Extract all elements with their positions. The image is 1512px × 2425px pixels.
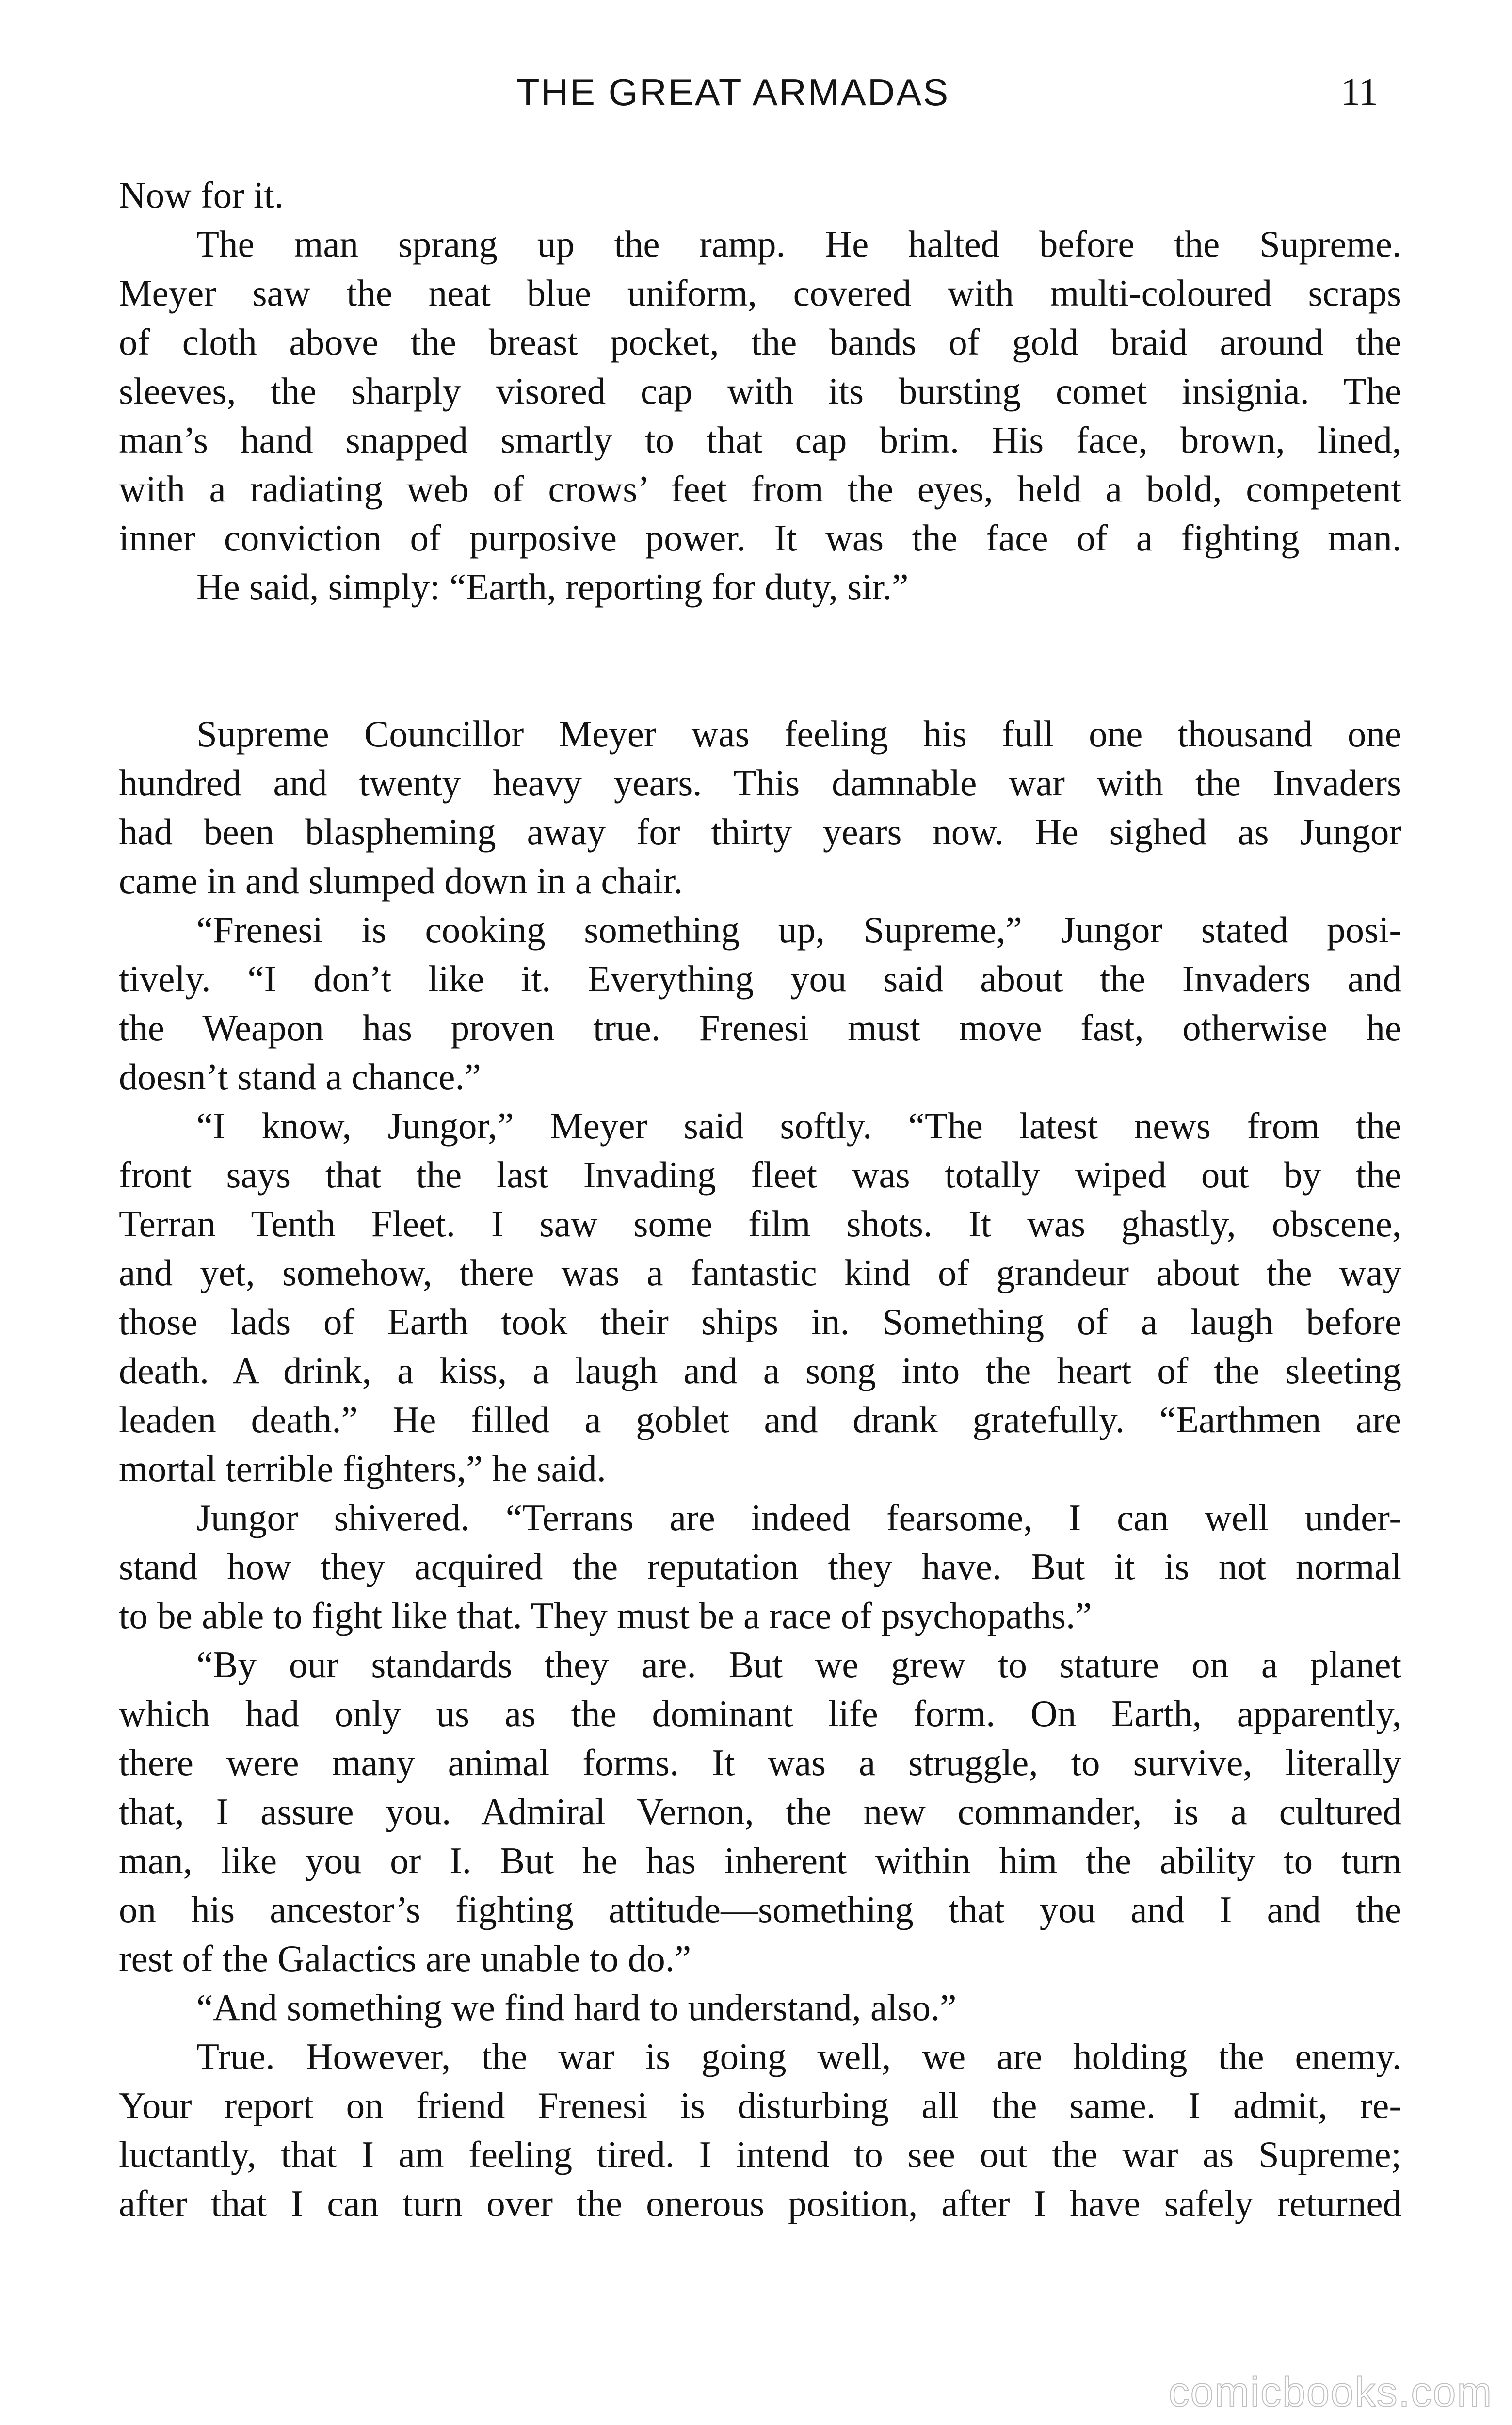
text-line: doesn’t stand a chance.” [119,1056,481,1098]
text-line: Your report on friend Frenesi is disturbing all the same. I admit, re- [119,2085,1401,2126]
text-line: Terran Tenth Fleet. I saw some film shots. It was ghastly, obscene, [119,1203,1401,1245]
watermark: comicbooks.com [1168,2369,1493,2415]
text-line: of cloth above the breast pocket, the bands of gold braid around the [119,321,1401,363]
text-line: front says that the last Invading fleet was totally wiped out by the [119,1154,1401,1196]
text-line: He said, simply: “Earth, reporting for duty, sir.” [196,566,909,608]
body-text [119,171,1401,2228]
text-line: “Frenesi is cooking something up, Supreme,” Jungor stated posi- [196,909,1401,951]
page-number: 11 [1341,71,1379,113]
text-line: death. A drink, a kiss, a laugh and a song into the heart of the sleeting [119,1350,1401,1391]
text-line: there were many animal forms. It was a struggle, to survive, literally [119,1742,1401,1783]
section-break [119,612,1401,710]
text-line: mortal terrible fighters,” he said. [119,1448,606,1489]
text-line: the Weapon has proven true. Frenesi must move fast, otherwise he [119,1007,1401,1049]
text-line: Now for it. [119,174,284,216]
text-line: tively. “I don’t like it. Everything you said about the Invaders and [119,958,1401,1000]
text-line: inner conviction of purposive power. It was the face of a fighting man. [119,517,1401,559]
text-line: man, like you or I. But he has inherent within him the ability to turn [119,1840,1401,1881]
text-line: The man sprang up the ramp. He halted before the Supreme. [196,223,1401,265]
text-line: rest of the Galactics are unable to do.” [119,1938,692,1979]
text-line: Meyer saw the neat blue uniform, covered with multi-coloured scraps [119,272,1401,314]
text-line: sleeves, the sharply visored cap with its bursting comet insignia. The [119,370,1401,412]
text-line: after that I can turn over the onerous position, after I have safely returned [119,2182,1401,2224]
text-line: had been blaspheming away for thirty years now. He sighed as Jungor [119,811,1401,853]
text-line: “And something we find hard to understand, also.” [196,1987,957,2028]
text-line: and yet, somehow, there was a fantastic kind of grandeur about the way [119,1252,1401,1293]
text-line: man’s hand snapped smartly to that cap brim. His face, brown, lined, [119,419,1401,461]
text-line: “By our standards they are. But we grew to stature on a planet [196,1644,1401,1685]
text-line: those lads of Earth took their ships in. Something of a laugh before [119,1301,1401,1342]
text-line: came in and slumped down in a chair. [119,860,683,902]
running-title: THE GREAT ARMADAS [516,71,950,113]
text-line: leaden death.” He filled a goblet and drank gratefully. “Earthmen are [119,1399,1401,1440]
running-head [0,65,1512,129]
text-line: hundred and twenty heavy years. This damnable war with the Invaders [119,762,1401,804]
text-line: to be able to fight like that. They must be a race of psychopaths.” [119,1595,1092,1636]
text-line: stand how they acquired the reputation they have. But it is not normal [119,1546,1401,1587]
text-line: on his ancestor’s fighting attitude—something that you and I and the [119,1889,1401,1930]
text-line: Supreme Councillor Meyer was feeling his full one thousand one [196,713,1401,755]
text-line: “I know, Jungor,” Meyer said softly. “The latest news from the [196,1105,1401,1147]
text-line: luctantly, that I am feeling tired. I intend to see out the war as Supreme; [119,2134,1401,2175]
text-line: Jungor shivered. “Terrans are indeed fearsome, I can well under- [196,1497,1401,1538]
text-line: with a radiating web of crows’ feet from the eyes, held a bold, competent [119,468,1401,510]
text-line: True. However, the war is going well, we are holding the enemy. [196,2036,1401,2077]
text-line: that, I assure you. Admiral Vernon, the new commander, is a cultured [119,1791,1401,1832]
text-line: which had only us as the dominant life form. On Earth, apparently, [119,1693,1401,1734]
